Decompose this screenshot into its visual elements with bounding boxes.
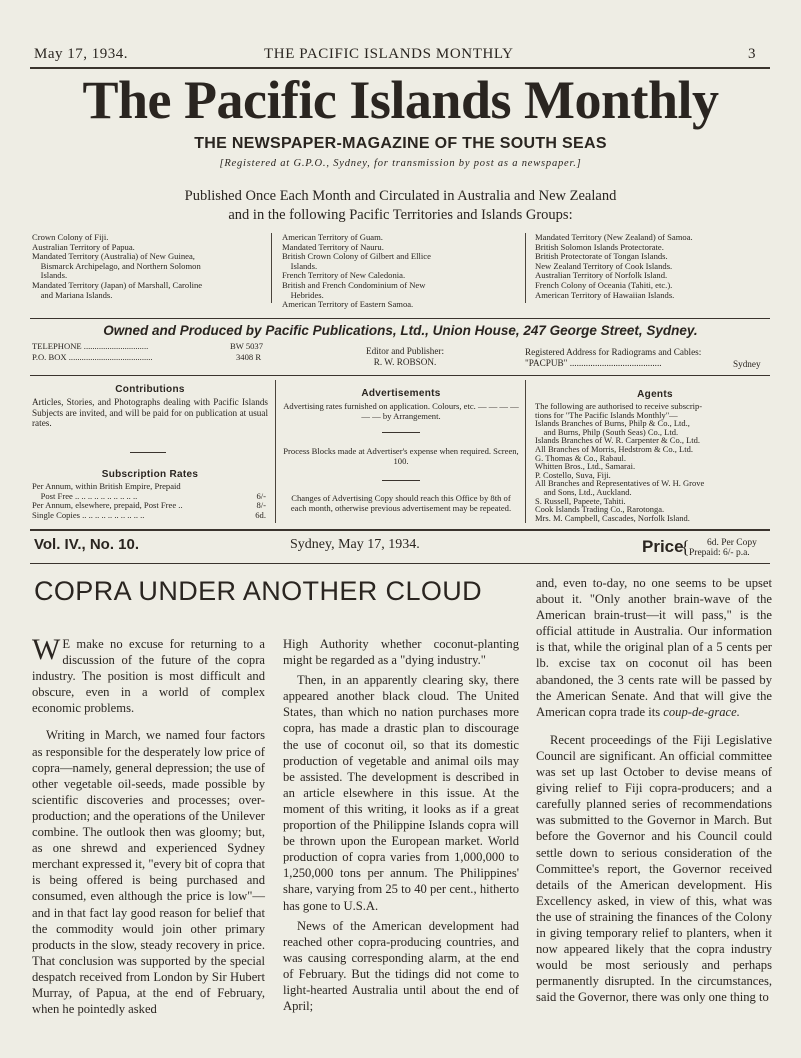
header-rule	[30, 67, 770, 69]
subscription-label: Per Annum, within British Empire, Prepaid	[32, 481, 181, 491]
territory-item: Australian Territory of Norfolk Island.	[535, 270, 668, 281]
agent-item: All Branches and Representatives of W. H. Grove	[535, 478, 705, 489]
agent-item: Whitten Bros., Ltd., Samarai.	[535, 461, 636, 472]
agent-item: G. Thomas & Co., Rabaul.	[535, 452, 626, 463]
territory-item: and Mariana Islands.	[32, 289, 113, 300]
agents-heading: Agents	[637, 389, 673, 400]
subscription-rates	[32, 482, 268, 520]
territory-item: Mandated Territory (New Zealand) of Samoa.	[535, 232, 693, 242]
divider	[525, 233, 526, 303]
agents-list	[535, 402, 780, 522]
agent-item: The following are authorised to receive subscrip-	[535, 401, 703, 411]
territory-item: Mandated Territory (Australia) of New Guinea,	[32, 251, 195, 262]
territory-item: British Crown Colony of Gilbert and Ellice	[282, 251, 431, 262]
advertisements-p3: Changes of Advertising Copy should reach this Office by 8th of each month, otherwise previous advertisement may be repeated.	[290, 493, 512, 513]
price-line-2: Prepaid: 6/- p.a.	[689, 548, 750, 558]
territory-item: British and French Condominium of New	[282, 279, 426, 290]
price-label: Price	[642, 537, 684, 556]
article-paragraph: Then, in an apparently clearing sky, there appeared another black cloud. The United States, than which no nation purchases more copra, has made a drastic plan to discourage the use of coconut oil, so that its domestic production of vegetable and animal oils may be assisted. The development is described in an article elsewhere in this issue. At the moment of this writing, it looks as if a great proportion of the Philippine Islands copra will be thrown upon the European market. World production of copra varies from 1,000,000 to 1,250,000 tons per annum. The Philippines' share, varying from 25 to 40 per cent., hitherto has gone to U.S.A.	[283, 673, 519, 913]
editor-label: Editor and Publisher:	[365, 346, 445, 356]
subscription-heading: Subscription Rates	[101, 469, 199, 480]
territories-col-3	[535, 233, 775, 300]
published-line-2: and in the following Pacific Territories and Islands Groups:	[228, 207, 573, 223]
telephone-label: TELEPHONE ..............................	[32, 341, 149, 351]
masthead-subtitle: THE NEWSPAPER-MAGAZINE OF THE SOUTH SEAS	[194, 135, 607, 152]
issue-rule-top	[30, 529, 770, 531]
advertisements-p1: Advertising rates furnished on application. Colours, etc. — — — — — — by Arrangement.	[283, 401, 519, 421]
territory-item: Mandated Territory of Nauru.	[282, 241, 384, 252]
registration-note: [Registered at G.P.O., Sydney, for transmission by post as a newspaper.]	[219, 158, 582, 169]
territory-item: Mandated Territory (Japan) of Marshall, Caroline	[32, 279, 203, 290]
article-paragraph: and, even to-day, no one seems to be upset about it. "Only another brain-wave of the American brain-trust—it will pass," is the official attitude in Australia. Our information is that, while the original plan of a 5 cents per lb. excise tax on coconut oil has been abandoned, the 3 cents rate will be passed by the American Senate. And that will give the American copra trade its	[536, 576, 772, 719]
contributions-text: Articles, Stories, and Photographs dealing with Pacific Islands Subjects are invited, and will be paid for on publication at usual rates.	[32, 397, 268, 428]
article-paragraph: High Authority whether coconut-planting might be regarded as a "dying industry."	[283, 637, 519, 668]
issue-volume: Vol. IV., No. 10.	[34, 536, 140, 553]
divider	[525, 380, 526, 523]
agent-item: and Burns, Philp (South Seas) Co., Ltd.	[535, 426, 679, 437]
price-brace: {	[681, 537, 690, 557]
agent-item: and Sons, Ltd., Auckland.	[535, 486, 632, 497]
article-column-2	[283, 636, 519, 1014]
subscription-value: 8/-	[256, 500, 266, 511]
radio-code: "PACPUB" ........................................	[525, 358, 662, 368]
owned-line: Owned and Produced by Pacific Publications, Ltd., Union House, 247 George Street, Sydney.	[103, 323, 698, 338]
territory-item: Bismarck Archipelago, and Northern Solomon	[32, 260, 201, 271]
agent-item: tions for "The Pacific Islands Monthly"—	[535, 409, 678, 420]
territory-item: American Territory of Guam.	[282, 232, 383, 242]
article-headline: COPRA UNDER ANOTHER CLOUD	[34, 576, 483, 606]
agent-item: S. Russell, Papeete, Tahiti.	[535, 495, 626, 506]
territory-item: French Colony of Oceania (Tahiti, etc.).	[535, 279, 673, 290]
issue-rule-bottom	[30, 563, 770, 564]
territory-item: Hebrides.	[282, 289, 324, 300]
short-rule	[382, 480, 420, 481]
territory-item: Australian Territory of Papua.	[32, 241, 135, 252]
info-rule	[30, 375, 770, 376]
advertisements-heading: Advertisements	[361, 388, 441, 399]
agent-item: Mrs. M. Campbell, Cascades, Norfolk Island.	[535, 512, 690, 523]
territories-col-2	[282, 233, 517, 310]
territory-item: British Solomon Islands Protectorate.	[535, 241, 664, 252]
telephone-value: BW 5037	[230, 341, 264, 351]
article-column-3	[536, 575, 772, 1005]
agent-item: P. Costello, Suva, Fiji.	[535, 469, 611, 480]
advertisements-p2: Process Blocks made at Advertiser's expense when required. Screen, 100.	[283, 446, 519, 466]
masthead-title: The Pacific Islands Monthly	[82, 70, 719, 130]
subscription-label: Single Copies .. .. .. .. .. .. .. .. .. ..	[32, 509, 145, 520]
territory-item: American Territory of Eastern Samoa.	[282, 299, 414, 310]
radio-label: Registered Address for Radiograms and Cables:	[525, 347, 702, 357]
article-column-1	[32, 633, 265, 1017]
territories-col-1	[32, 233, 267, 300]
article-paragraph: E make no excuse for returning to a discussion of the future of the copra industry. The position is most difficult and obscure, even in a world of complex economic problems.	[32, 637, 265, 716]
issue-date: Sydney, May 17, 1934.	[290, 537, 420, 552]
divider	[271, 233, 272, 303]
territory-item: American Territory of Hawaiian Islands.	[535, 289, 675, 300]
territory-item: Islands.	[32, 270, 68, 281]
emphasis-text: coup-de-grace.	[663, 704, 740, 719]
short-rule	[382, 432, 420, 433]
owned-rule-top	[30, 318, 770, 319]
territory-item: New Zealand Territory of Cook Islands.	[535, 260, 673, 271]
article-paragraph: Writing in March, we named four factors as responsible for the desperately low price of copra—namely, general depression; the use of other vegetable oil-seeds, made possible by scientific discoveries and processes; over-production; and the operations of the Unilever combine. The outlook then was gloomy; but, as one shrewd and experienced Sydney merchant expressed it, "every bit of copra that is being offered is being purchased and consumed, even although the price is low"—and in that fact lay good reason for belief that the commodity would join other primary products in the slow, steady recovery in price. That conclusion was supported by the special despatch received from London by Sir Hubert Murray, of Papua, at the end of February, when he pointedly asked	[32, 728, 265, 1017]
page-number: 3	[748, 46, 756, 62]
po-box-label: P.O. BOX .......................................	[32, 352, 153, 362]
drop-cap: W	[32, 633, 61, 666]
radio-city: Sydney	[733, 359, 761, 369]
subscription-label: Post Free .. .. .. .. .. .. .. .. .. ..	[32, 490, 138, 501]
contributions-heading: Contributions	[115, 384, 185, 395]
price-line-1: 6d. Per Copy	[707, 538, 757, 548]
short-rule	[130, 452, 166, 453]
subscription-row	[32, 511, 268, 521]
running-title: THE PACIFIC ISLANDS MONTHLY	[264, 46, 514, 62]
subscription-value: 6/-	[256, 490, 266, 501]
published-line-1: Published Once Each Month and Circulated in Australia and New Zealand	[184, 188, 617, 204]
territory-item: French Territory of New Caledonia.	[282, 270, 406, 281]
article-paragraph: Recent proceedings of the Fiji Legislative Council are significant. An official committee was set up last October to devise means of giving relief to Fiji copra-producers; and a carefully planned series of recommendations was submitted to the Governor in March. But before the Governor and his Council could settle down to serious consideration of the Committee's report, the Governor received details of the American development. His Excellency asked, in view of this, what was the use of straining the finances of the Colony in giving temporary relief to planters, when it now appeared likely that the copra industry would be most seriously and perhaps permanently disrupted. In the circumstances, said the Governor, there was only one thing to	[536, 732, 772, 1005]
agent-item: Islands Branches of Burns, Philp & Co., Ltd.,	[535, 418, 690, 429]
subscription-value: 6d.	[255, 509, 266, 520]
agent-item: All Branches of Morris, Hedstrom & Co., Ltd.	[535, 443, 693, 454]
article-paragraph: News of the American development had reached other copra-producing countries, and was causing corresponding alarm, at the end of February. But the tidings did not come to light-hearted Australia until about the end of April;	[283, 918, 519, 1014]
po-box-value: 3408 R	[236, 352, 262, 362]
territory-item: Crown Colony of Fiji.	[32, 232, 109, 242]
divider	[275, 380, 276, 523]
territory-item: British Protectorate of Tongan Islands.	[535, 251, 668, 262]
agent-item: Cook Islands Trading Co., Rarotonga.	[535, 504, 665, 515]
editor-name: R. W. ROBSON.	[373, 357, 437, 367]
subscription-label: Per Annum, elsewhere, prepaid, Post Free ..	[32, 500, 183, 511]
header-date: May 17, 1934.	[34, 46, 128, 62]
agent-item: Islands Branches of W. R. Carpenter & Co., Ltd.	[535, 435, 701, 446]
territory-item: Islands.	[282, 260, 318, 271]
